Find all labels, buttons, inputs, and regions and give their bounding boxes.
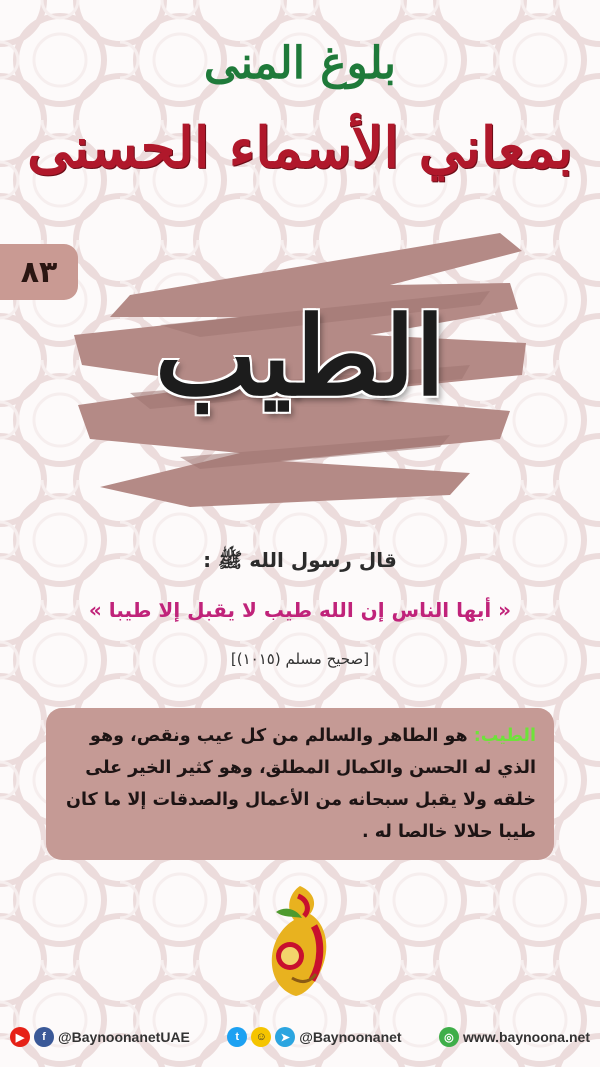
name-number: ٨٣: [20, 254, 58, 290]
footer-website: [439, 1027, 590, 1047]
facebook-icon[interactable]: f: [34, 1027, 54, 1047]
meaning-term: الطيب:: [473, 726, 536, 746]
hadith-source: [صحيح مسلم (١٠١٥)]: [230, 650, 370, 668]
hadith-intro: قال رسول الله ﷺ :: [203, 548, 397, 572]
youtube-icon[interactable]: ▶: [10, 1027, 30, 1047]
handle-main[interactable]: @Baynoonanet: [299, 1029, 402, 1045]
footer-social-main: [227, 1027, 401, 1047]
meaning-text: هو الطاهر والسالم من كل عيب ونقص، وهو الذي له الحسن والكمال المطلق، وهو كثير الخير على خلقه ولا يقبل سبحانه من الأعمال والصدقات إلا ما كان طيبا حلالا خالصا له .: [66, 726, 536, 842]
meaning-box: [46, 708, 554, 860]
baynoona-logo-icon: [262, 882, 338, 1000]
book-title-line1: بلوغ المنى: [203, 38, 397, 89]
handle-uae[interactable]: @BaynoonanetUAE: [58, 1029, 190, 1045]
telegram-icon[interactable]: ➤: [275, 1027, 295, 1047]
twitter-icon[interactable]: t: [227, 1027, 247, 1047]
book-title-line2: بمعاني الأسماء الحسنى: [27, 115, 573, 181]
hadith-text: « أيها الناس إن الله طيب لا يقبل إلا طيبا »: [88, 598, 512, 622]
divine-name-title: الطيب: [154, 294, 446, 420]
name-number-badge: [0, 244, 78, 300]
footer-bar: [0, 1017, 600, 1057]
web-icon: ◎: [439, 1027, 459, 1047]
website-link[interactable]: www.baynoona.net: [462, 1029, 590, 1045]
snapchat-icon[interactable]: ☺: [251, 1027, 271, 1047]
footer-social-uae: [10, 1027, 190, 1047]
